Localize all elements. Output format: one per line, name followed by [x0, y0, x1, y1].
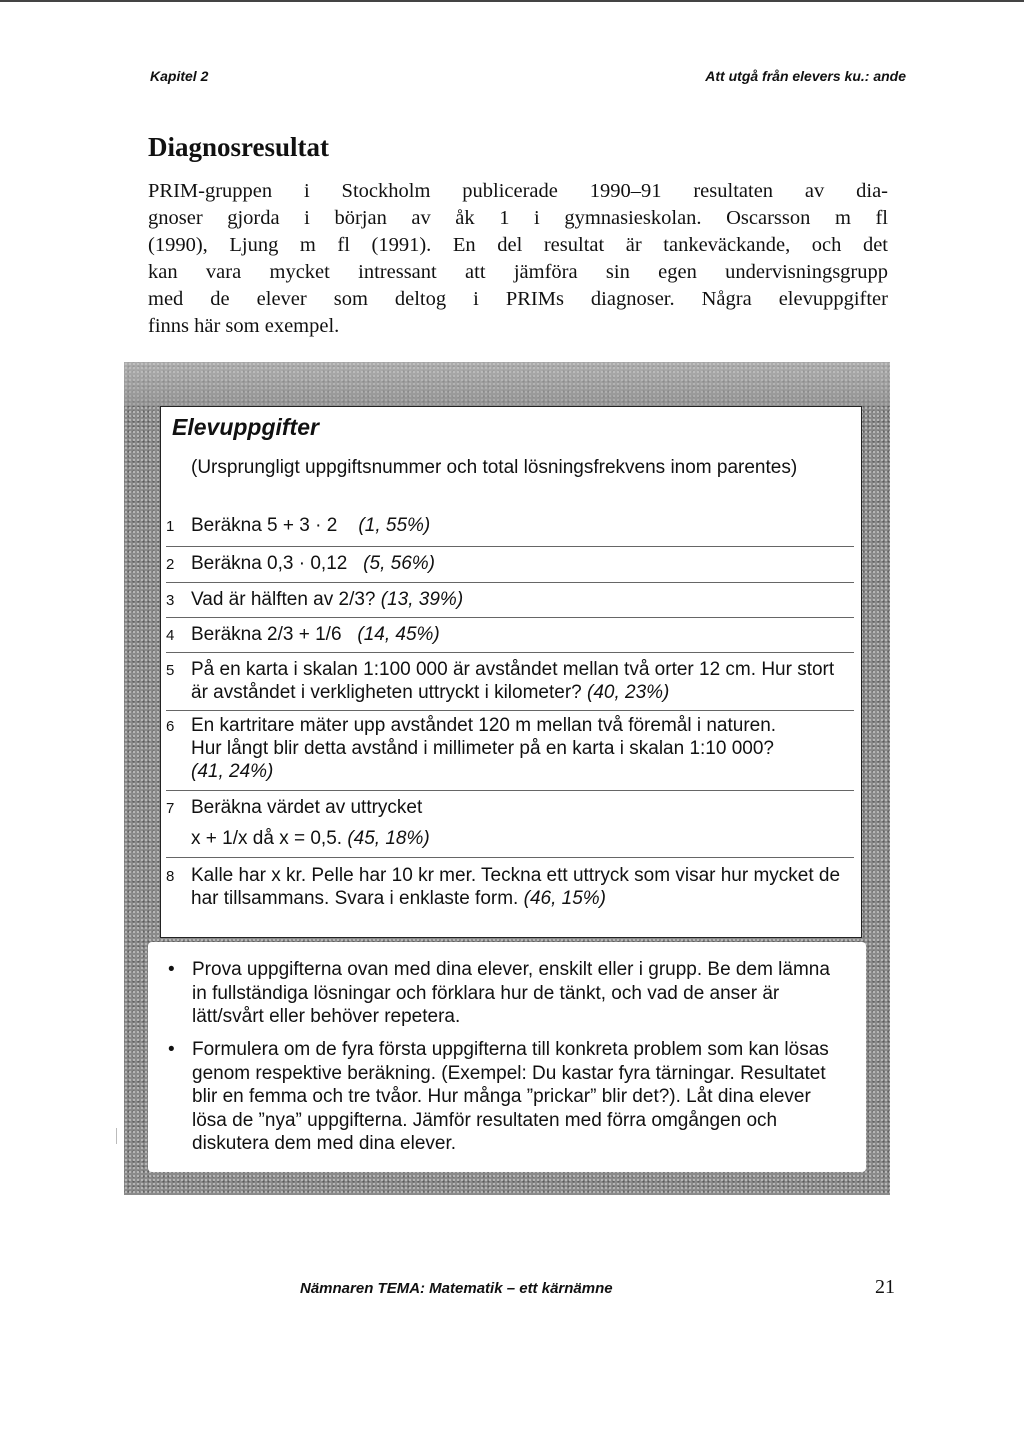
- bullet-dot: •: [168, 959, 175, 980]
- intro-line: gnoser gjorda i början av åk 1 i gymnasieskolan. Oscarsson m fl: [148, 207, 888, 229]
- task-text: En kartritare mäter upp avståndet 120 m mellan två föremål i naturen. Hur långt blir detta avstånd i millimeter på en karta i skalan 1:10 000? (41, 24%): [191, 715, 777, 782]
- task-number: 3: [166, 592, 175, 609]
- task-text: Kalle har x kr. Pelle har 10 kr mer. Teckna ett uttryck som visar hur mycket de har tillsammans. Svara i enklaste form. (46, 15%): [191, 865, 841, 909]
- section-title: Diagnosresultat: [148, 132, 330, 162]
- task-text: Beräkna 0,3 · 0,12 (5, 56%): [191, 553, 435, 574]
- intro-line: PRIM-gruppen i Stockholm publicerade 1990–91 resultaten av dia-: [148, 180, 888, 202]
- task-text: Beräkna 5 + 3 · 2 (1, 55%): [191, 515, 431, 536]
- intro-line: finns här som exempel.: [148, 315, 340, 337]
- task-frequency: (46, 15%): [523, 888, 606, 909]
- intro-line: kan vara mycket intressant att jämföra sin egen undervisningsgrupp: [148, 261, 888, 283]
- bullet-text: Prova uppgifterna ovan med dina elever, enskilt eller i grupp. Be dem lämna in fullständiga lösningar och förklara hur de tänkt, och vad de anser är lätt/svårt eller behöver repetera.: [192, 959, 830, 1027]
- task-divider: [166, 582, 854, 583]
- task-text: Vad är hälften av 2/3? (13, 39%): [191, 589, 464, 610]
- intro-line: med de elever som deltog i PRIMs diagnoser. Några elevuppgifter: [148, 288, 888, 310]
- task-text: På en karta i skalan 1:100 000 är avståndet mellan två orter 12 cm. Hur stort är avståndet i verkligheten uttryckt i kilometer? (40, 23%): [191, 659, 835, 703]
- intro-line: (1990), Ljung m fl (1991). En del resultat är tankeväckande, och det: [148, 234, 888, 256]
- running-head-title: Att utgå från elevers ku.: ande: [705, 68, 906, 84]
- tasks-box-title: Elevuppgifter: [172, 414, 319, 440]
- task-number: 8: [166, 868, 175, 885]
- task-number: 5: [166, 662, 175, 679]
- task-divider: [166, 857, 854, 858]
- task-divider: [166, 790, 854, 791]
- task-text: Beräkna 2/3 + 1/6 (14, 45%): [191, 624, 440, 645]
- task-number: 2: [166, 556, 175, 573]
- task-number: 1: [166, 518, 175, 535]
- footer-title: Nämnaren TEMA: Matematik – ett kärnämne: [300, 1280, 613, 1297]
- task-frequency: (14, 45%): [357, 624, 440, 645]
- task-divider: [166, 710, 854, 711]
- task-frequency: (45, 18%): [347, 828, 430, 849]
- task-frequency: (1, 55%): [358, 515, 431, 536]
- task-number: 4: [166, 627, 175, 644]
- scan-mark: [116, 1128, 117, 1144]
- task-number: 6: [166, 718, 175, 735]
- task-expression: x + 1/x då x = 0,5.: [191, 828, 343, 849]
- running-head-chapter: Kapitel 2: [150, 68, 209, 84]
- tasks-box-intro: (Ursprungligt uppgiftsnummer och total lösningsfrekvens inom parentes): [191, 457, 798, 478]
- task-divider: [166, 546, 854, 547]
- task-divider: [166, 652, 854, 653]
- intro-paragraph: [148, 178, 888, 340]
- bullet-text: Formulera om de fyra första uppgifterna till konkreta problem som kan lösas genom respektive beräkning. (Exempel: Du kastar fyra tärningar. Resultatet blir en femma och tre tvåor. Hur många ”prickar” blir det?). Låt dina elever lösa de ”nya” uppgifterna. Jämför resultaten med förra omgången och diskutera dem med dina elever.: [192, 1039, 829, 1154]
- page-number: 21: [875, 1276, 895, 1298]
- task-frequency: (41, 24%): [191, 761, 274, 782]
- task-divider: [166, 617, 854, 618]
- top-rule: [0, 0, 1024, 2]
- task-frequency: (40, 23%): [587, 682, 670, 703]
- task-text: Beräkna värdet av uttrycket x + 1/x då x = 0,5. (45, 18%): [191, 797, 430, 849]
- task-number: 7: [166, 800, 175, 817]
- shaded-frame-highlight: [124, 362, 890, 406]
- task-frequency: (13, 39%): [380, 589, 464, 610]
- bullet-dot: •: [168, 1039, 175, 1060]
- task-frequency: (5, 56%): [363, 553, 435, 574]
